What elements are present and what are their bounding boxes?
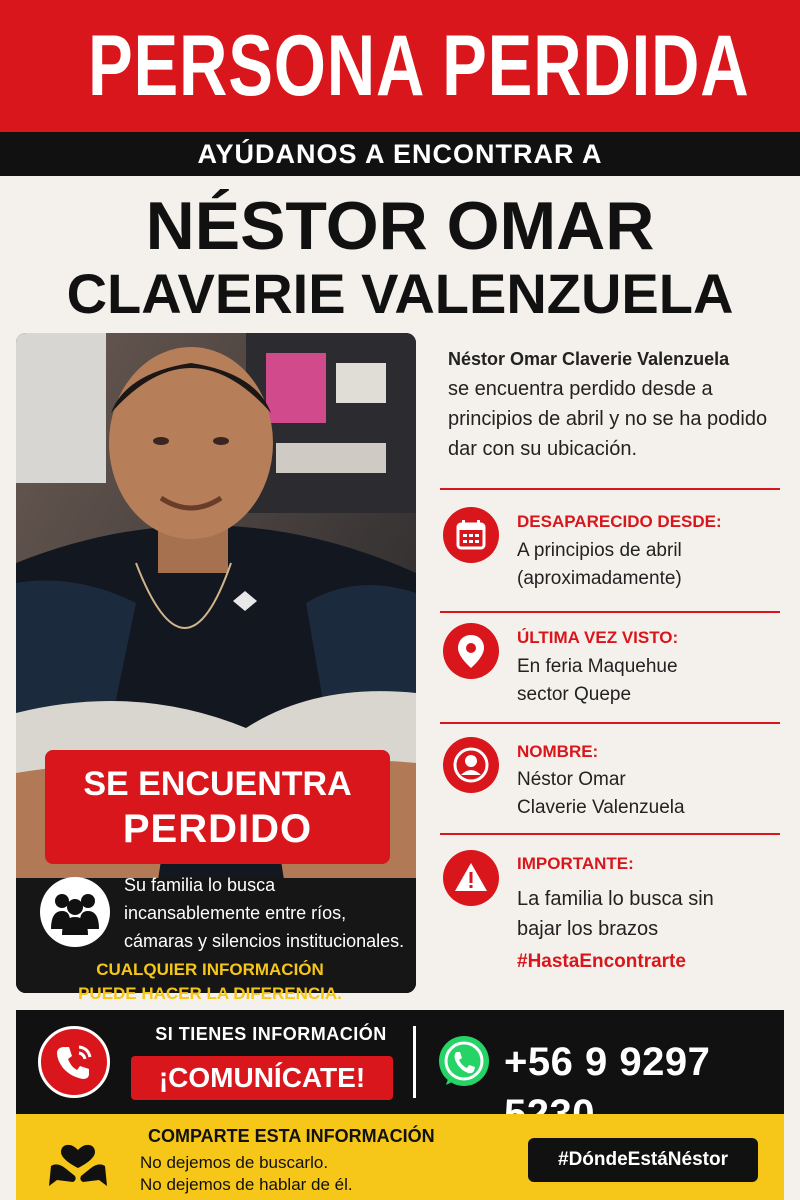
contact-label: SI TIENES INFORMACIÓN	[155, 1024, 387, 1044]
hashtag-donde-esta-nestor[interactable]: #DóndeEstáNéstor	[528, 1138, 758, 1182]
intro-name: Néstor Omar Claverie Valenzuela	[448, 349, 730, 369]
subtitle-bar: AYÚDANOS A ENCONTRAR A	[0, 132, 800, 176]
warning-icon	[443, 850, 499, 906]
missing-person-name-line1: NÉSTOR OMAR	[145, 188, 655, 264]
cta-line2: PUEDE HACER LA DIFERENCIA.	[78, 984, 342, 1003]
poster-title: PERSONA PERDIDA	[88, 18, 750, 114]
detail-title-name: NOMBRE:	[517, 742, 599, 761]
share-line1: No dejemos de buscarlo.	[140, 1153, 329, 1172]
status-badge-line2: PERDIDO	[122, 807, 313, 851]
contact-button[interactable]: ¡COMUNÍCATE!	[131, 1056, 393, 1100]
detail-title-important: IMPORTANTE:	[517, 854, 634, 873]
detail-value-name: Néstor Omar Claverie Valenzuela	[517, 769, 685, 818]
status-badge-line1: SE ENCUENTRA	[83, 765, 352, 803]
share-title: COMPARTE ESTA INFORMACIÓN	[148, 1126, 435, 1146]
divider	[440, 722, 780, 724]
person-icon	[443, 737, 499, 793]
contact-bar	[16, 1010, 784, 1114]
family-icon	[40, 877, 110, 947]
header-banner	[0, 0, 800, 132]
share-line2: No dejemos de hablar de él.	[140, 1175, 353, 1194]
detail-value-missing-since: A principios de abril (aproximadamente)	[517, 540, 682, 589]
location-pin-icon	[443, 623, 499, 679]
calendar-icon	[443, 507, 499, 563]
vertical-divider	[413, 1026, 416, 1098]
information-call-to-action	[20, 958, 400, 1006]
helping-hands-heart-icon	[43, 1122, 113, 1192]
hashtag-hasta-encontrarte: #HastaEncontrarte	[517, 951, 686, 972]
status-badge	[45, 750, 390, 864]
intro-text: se encuentra perdido desde a principios de abril y no se ha podido dar con su ubicación.	[448, 378, 768, 460]
detail-value-last-seen: En feria Maquehue sector Quepe	[517, 656, 678, 705]
phone-icon	[38, 1026, 110, 1098]
share-footer	[16, 1114, 784, 1200]
whatsapp-icon[interactable]	[434, 1032, 494, 1092]
intro-paragraph	[448, 344, 788, 464]
family-search-text: Su familia lo busca incansablemente entre ríos, cámaras y silencios institucionales.	[124, 875, 405, 951]
cta-line1: CUALQUIER INFORMACIÓN	[96, 960, 324, 979]
detail-value-important: La familia lo busca sin bajar los brazos	[517, 888, 714, 940]
contact-phone-number[interactable]: +56 9 9297	[504, 1040, 711, 1084]
divider	[440, 611, 780, 613]
divider	[440, 833, 780, 835]
missing-person-name-line2: CLAVERIE VALENZUELA	[66, 262, 734, 325]
divider	[440, 488, 780, 490]
detail-title-last-seen: ÚLTIMA VEZ VISTO:	[517, 628, 679, 647]
detail-title-missing-since: DESAPARECIDO DESDE:	[517, 512, 722, 531]
